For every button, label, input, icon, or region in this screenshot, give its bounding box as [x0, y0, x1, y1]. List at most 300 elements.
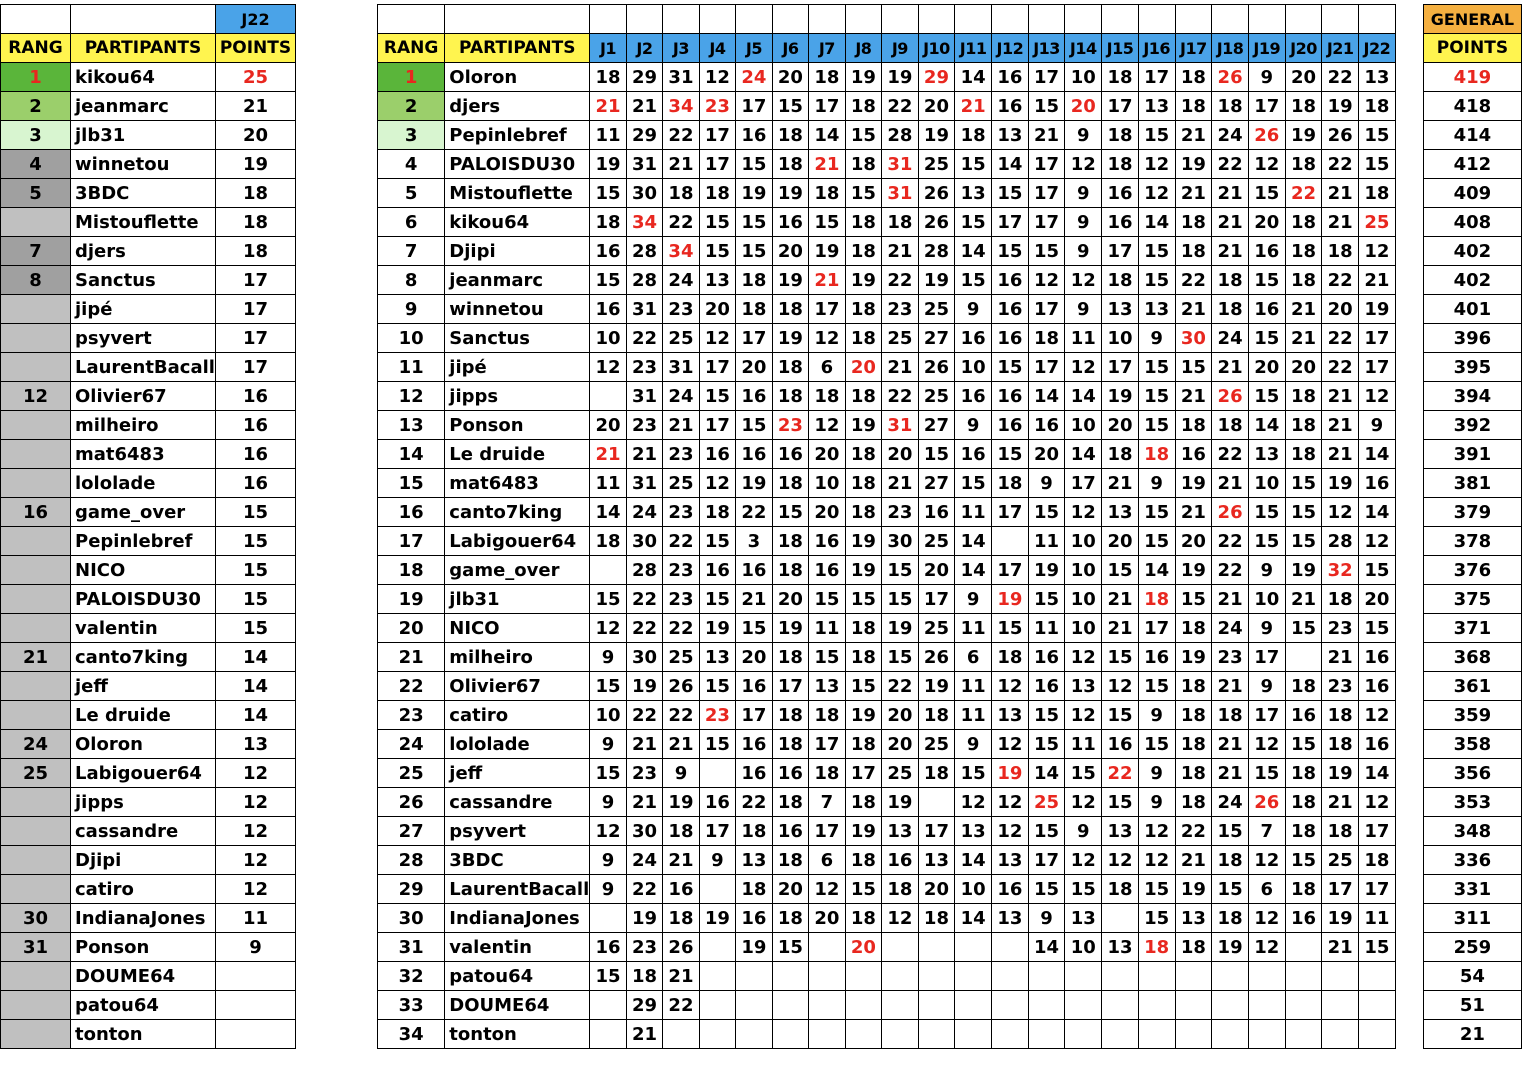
table-row	[378, 353, 1522, 382]
score-cell: 18	[663, 904, 699, 933]
score-cell: 21	[1028, 121, 1065, 150]
score-cell	[1175, 962, 1212, 991]
score-cell: 19	[882, 63, 918, 92]
score-cell: 19	[1028, 556, 1065, 585]
rank-cell: 1	[378, 63, 445, 92]
score-cell	[992, 1020, 1029, 1049]
score-cell: 18	[845, 92, 881, 121]
score-cell: 30	[626, 527, 662, 556]
score-cell: 15	[1359, 933, 1396, 962]
score-cell	[809, 962, 845, 991]
spacer-cell	[1395, 730, 1423, 759]
score-cell: 13	[699, 266, 735, 295]
total-points-cell: 408	[1423, 208, 1521, 237]
total-points-cell: 394	[1423, 382, 1521, 411]
score-cell: 15	[1065, 875, 1102, 904]
score-cell: 18	[1285, 440, 1322, 469]
score-cell: 17	[1028, 846, 1065, 875]
participant-name: patou64	[71, 991, 216, 1020]
score-cell: 19	[845, 527, 881, 556]
score-cell: 17	[1028, 179, 1065, 208]
score-cell: 22	[626, 324, 662, 353]
empty-cell	[1138, 5, 1175, 34]
table-row	[378, 440, 1522, 469]
score-cell: 15	[1359, 556, 1396, 585]
score-cell: 24	[663, 382, 699, 411]
score-cell: 12	[1065, 266, 1102, 295]
score-cell: 25	[1322, 846, 1359, 875]
score-cell: 15	[1102, 643, 1139, 672]
score-cell: 15	[1138, 527, 1175, 556]
score-cell: 16	[772, 759, 808, 788]
score-cell: 18	[882, 208, 918, 237]
score-cell: 19	[845, 266, 881, 295]
score-cell: 10	[955, 875, 992, 904]
score-cell: 15	[1138, 411, 1175, 440]
score-cell: 16	[1248, 295, 1285, 324]
points-cell: 19	[215, 150, 295, 179]
score-cell	[736, 962, 772, 991]
score-cell: 15	[590, 962, 626, 991]
score-cell	[845, 962, 881, 991]
rank-cell	[1, 353, 71, 382]
table-row	[378, 382, 1522, 411]
score-cell: 18	[845, 469, 881, 498]
score-cell: 9	[1138, 324, 1175, 353]
spacer-cell	[1395, 875, 1423, 904]
score-cell: 17	[699, 121, 735, 150]
score-cell: 18	[1285, 92, 1322, 121]
score-cell: 21	[663, 730, 699, 759]
score-cell: 20	[1248, 208, 1285, 237]
participant-name: DOUME64	[71, 962, 216, 991]
score-cell: 18	[663, 817, 699, 846]
score-cell: 15	[1248, 759, 1285, 788]
participant-name: jipps	[71, 788, 216, 817]
table-row	[1, 121, 296, 150]
score-cell: 16	[1285, 904, 1322, 933]
table-row	[378, 672, 1522, 701]
score-cell: 16	[1102, 730, 1139, 759]
score-cell: 21	[663, 150, 699, 179]
participant-name: Labigouer64	[445, 527, 590, 556]
score-cell: 18	[1285, 382, 1322, 411]
score-cell: 16	[1028, 672, 1065, 701]
points-cell: 16	[215, 411, 295, 440]
score-cell: 21	[626, 92, 662, 121]
score-cell	[1359, 991, 1396, 1020]
total-points-cell: 402	[1423, 237, 1521, 266]
score-cell: 16	[699, 788, 735, 817]
empty-cell	[955, 5, 992, 34]
score-cell: 15	[1248, 179, 1285, 208]
participant-name: kikou64	[445, 208, 590, 237]
score-cell: 18	[736, 817, 772, 846]
points-cell: 15	[215, 614, 295, 643]
score-cell: 17	[772, 672, 808, 701]
score-cell	[1359, 1020, 1396, 1049]
spacer-cell	[1395, 846, 1423, 875]
table-row	[378, 904, 1522, 933]
score-cell: 18	[1175, 237, 1212, 266]
score-cell: 15	[1065, 759, 1102, 788]
score-cell: 18	[1212, 904, 1249, 933]
score-cell	[1175, 1020, 1212, 1049]
score-cell: 19	[772, 179, 808, 208]
spacer-cell	[1395, 498, 1423, 527]
score-cell: 22	[882, 672, 918, 701]
score-cell: 19	[845, 411, 881, 440]
score-cell: 15	[1102, 556, 1139, 585]
score-cell: 17	[809, 817, 845, 846]
total-points-cell: 391	[1423, 440, 1521, 469]
score-cell: 18	[1212, 411, 1249, 440]
total-points-cell: 259	[1423, 933, 1521, 962]
score-cell: 23	[1212, 643, 1249, 672]
rank-cell: 28	[378, 846, 445, 875]
score-cell: 18	[1102, 440, 1139, 469]
score-cell: 15	[1248, 324, 1285, 353]
points-cell: 9	[215, 933, 295, 962]
score-cell: 15	[1138, 904, 1175, 933]
score-cell: 14	[1028, 382, 1065, 411]
score-cell: 28	[882, 121, 918, 150]
score-cell: 28	[626, 266, 662, 295]
score-cell: 10	[1065, 556, 1102, 585]
score-cell: 17	[918, 817, 955, 846]
points-cell: 11	[215, 904, 295, 933]
score-cell: 15	[1028, 237, 1065, 266]
score-cell: 18	[845, 614, 881, 643]
participant-name: djers	[445, 92, 590, 121]
score-cell	[590, 382, 626, 411]
score-cell: 18	[1322, 701, 1359, 730]
score-cell: 13	[699, 643, 735, 672]
score-cell: 20	[1065, 92, 1102, 121]
score-cell: 15	[1175, 585, 1212, 614]
score-cell: 12	[1138, 150, 1175, 179]
score-cell: 15	[590, 266, 626, 295]
participant-name: tonton	[71, 1020, 216, 1049]
score-cell: 30	[1175, 324, 1212, 353]
table-row	[378, 614, 1522, 643]
score-cell: 15	[1138, 672, 1175, 701]
score-cell: 17	[1065, 469, 1102, 498]
score-cell: 18	[992, 643, 1029, 672]
score-cell: 15	[1212, 875, 1249, 904]
score-cell: 12	[1359, 527, 1396, 556]
score-cell: 15	[845, 585, 881, 614]
day-label: J22	[215, 5, 295, 34]
spacer-cell	[1395, 469, 1423, 498]
score-cell: 13	[992, 904, 1029, 933]
participant-name: LaurentBacall	[71, 353, 216, 382]
score-cell: 18	[1212, 295, 1249, 324]
score-cell	[699, 1020, 735, 1049]
score-cell: 25	[1359, 208, 1396, 237]
spacer-cell	[1395, 672, 1423, 701]
score-cell: 12	[1065, 498, 1102, 527]
score-cell: 15	[918, 440, 955, 469]
score-cell: 13	[955, 817, 992, 846]
score-cell: 22	[1322, 324, 1359, 353]
table-row	[1, 643, 296, 672]
points-cell: 17	[215, 353, 295, 382]
score-cell: 15	[1285, 730, 1322, 759]
score-cell: 21	[1102, 614, 1139, 643]
spacer-cell	[1395, 34, 1423, 63]
score-cell: 11	[1028, 614, 1065, 643]
score-cell: 11	[1028, 527, 1065, 556]
score-cell: 16	[1359, 643, 1396, 672]
score-cell	[1212, 1020, 1249, 1049]
score-cell: 21	[1212, 730, 1249, 759]
score-cell: 17	[809, 295, 845, 324]
score-cell: 12	[1248, 933, 1285, 962]
score-cell: 23	[626, 933, 662, 962]
total-points-cell: 379	[1423, 498, 1521, 527]
score-cell	[918, 962, 955, 991]
score-cell: 19	[663, 788, 699, 817]
score-cell: 9	[590, 875, 626, 904]
score-cell: 20	[772, 63, 808, 92]
participant-name: Oloron	[445, 63, 590, 92]
score-cell: 12	[1359, 382, 1396, 411]
score-cell: 22	[1322, 353, 1359, 382]
score-cell: 11	[1359, 904, 1396, 933]
points-cell	[215, 1020, 295, 1049]
score-cell: 9	[1248, 556, 1285, 585]
score-cell: 14	[1138, 556, 1175, 585]
score-cell: 23	[663, 498, 699, 527]
rank-cell: 29	[378, 875, 445, 904]
score-cell: 18	[1175, 63, 1212, 92]
score-cell: 21	[882, 469, 918, 498]
score-cell: 15	[809, 208, 845, 237]
total-points-cell: 409	[1423, 179, 1521, 208]
participant-name: tonton	[445, 1020, 590, 1049]
points-cell: 14	[215, 643, 295, 672]
rank-cell: 12	[378, 382, 445, 411]
score-cell: 22	[1212, 556, 1249, 585]
score-cell: 18	[1322, 730, 1359, 759]
total-points-cell: 395	[1423, 353, 1521, 382]
empty-cell	[882, 5, 918, 34]
participant-name: mat6483	[71, 440, 216, 469]
score-cell: 22	[626, 614, 662, 643]
score-cell: 9	[1065, 817, 1102, 846]
table-row	[1, 353, 296, 382]
score-cell: 25	[663, 324, 699, 353]
score-cell: 27	[918, 469, 955, 498]
score-cell: 18	[772, 150, 808, 179]
score-cell: 14	[590, 498, 626, 527]
score-cell: 21	[1322, 411, 1359, 440]
score-cell: 10	[1065, 411, 1102, 440]
rank-cell: 33	[378, 991, 445, 1020]
score-cell: 15	[736, 411, 772, 440]
score-cell: 19	[992, 585, 1029, 614]
score-cell: 15	[1359, 121, 1396, 150]
table-row	[1, 759, 296, 788]
score-cell	[1065, 962, 1102, 991]
total-points-cell: 51	[1423, 991, 1521, 1020]
participant-name: jeanmarc	[71, 92, 216, 121]
score-cell: 15	[992, 614, 1029, 643]
score-cell: 20	[809, 440, 845, 469]
score-cell: 18	[1175, 411, 1212, 440]
score-cell: 19	[772, 324, 808, 353]
total-points-cell: 336	[1423, 846, 1521, 875]
score-cell: 19	[918, 266, 955, 295]
score-cell: 15	[699, 730, 735, 759]
score-cell: 21	[1212, 759, 1249, 788]
score-cell: 12	[590, 817, 626, 846]
rank-cell: 14	[378, 440, 445, 469]
score-cell: 22	[663, 701, 699, 730]
empty-cell	[1175, 5, 1212, 34]
score-cell: 18	[772, 730, 808, 759]
score-cell: 14	[1065, 440, 1102, 469]
score-cell: 18	[1175, 614, 1212, 643]
rank-cell: 7	[1, 237, 71, 266]
score-cell: 16	[1028, 411, 1065, 440]
score-cell	[699, 991, 735, 1020]
score-cell: 15	[1248, 527, 1285, 556]
score-cell: 31	[882, 150, 918, 179]
total-points-cell: 381	[1423, 469, 1521, 498]
score-cell	[809, 933, 845, 962]
score-cell: 22	[1212, 150, 1249, 179]
spacer-cell	[1395, 382, 1423, 411]
score-cell: 19	[845, 817, 881, 846]
score-cell	[955, 962, 992, 991]
score-cell	[1102, 991, 1139, 1020]
score-cell: 19	[845, 63, 881, 92]
score-cell: 16	[955, 440, 992, 469]
score-cell: 9	[590, 643, 626, 672]
score-cell: 12	[1138, 846, 1175, 875]
score-cell: 22	[626, 875, 662, 904]
score-cell: 9	[663, 759, 699, 788]
score-cell: 19	[1322, 759, 1359, 788]
total-points-cell: 358	[1423, 730, 1521, 759]
empty-cell	[992, 5, 1029, 34]
score-cell: 21	[1175, 846, 1212, 875]
score-cell: 9	[1065, 121, 1102, 150]
spacer-cell	[1395, 614, 1423, 643]
score-cell: 21	[1322, 179, 1359, 208]
score-cell: 15	[809, 643, 845, 672]
score-cell: 16	[1248, 237, 1285, 266]
rank-header: RANG	[1, 34, 71, 63]
spacer-cell	[1395, 237, 1423, 266]
table-row	[378, 179, 1522, 208]
score-cell: 18	[1285, 875, 1322, 904]
rank-cell	[1, 440, 71, 469]
score-cell: 15	[1359, 614, 1396, 643]
participant-name: Olivier67	[445, 672, 590, 701]
rank-cell: 6	[378, 208, 445, 237]
points-cell: 16	[215, 469, 295, 498]
score-cell: 21	[626, 440, 662, 469]
participant-name: Ponson	[445, 411, 590, 440]
score-cell: 22	[1322, 266, 1359, 295]
score-cell: 16	[955, 324, 992, 353]
empty-cell	[1285, 5, 1322, 34]
score-cell: 15	[1028, 875, 1065, 904]
day-header: J18	[1212, 34, 1249, 63]
score-cell: 18	[699, 498, 735, 527]
score-cell	[955, 991, 992, 1020]
score-cell	[1285, 643, 1322, 672]
score-cell: 18	[845, 846, 881, 875]
rank-cell: 18	[378, 556, 445, 585]
rank-cell	[1, 208, 71, 237]
participant-name: jipps	[445, 382, 590, 411]
score-cell: 17	[1359, 875, 1396, 904]
score-cell	[1359, 962, 1396, 991]
score-cell: 12	[1065, 643, 1102, 672]
day-header: J17	[1175, 34, 1212, 63]
score-cell: 20	[772, 875, 808, 904]
score-cell: 17	[1028, 208, 1065, 237]
score-cell: 25	[918, 527, 955, 556]
score-cell: 21	[663, 962, 699, 991]
score-cell: 15	[736, 208, 772, 237]
score-cell: 34	[663, 237, 699, 266]
score-cell: 11	[955, 701, 992, 730]
spacer-cell	[1395, 295, 1423, 324]
score-cell: 13	[1138, 92, 1175, 121]
score-cell: 13	[1102, 498, 1139, 527]
score-cell: 12	[1248, 846, 1285, 875]
score-cell: 13	[1102, 295, 1139, 324]
score-cell: 13	[992, 846, 1029, 875]
score-cell: 25	[918, 382, 955, 411]
score-cell	[1285, 962, 1322, 991]
score-cell: 21	[882, 353, 918, 382]
rank-cell: 2	[1, 92, 71, 121]
table-row	[378, 498, 1522, 527]
score-cell	[736, 1020, 772, 1049]
score-cell: 11	[809, 614, 845, 643]
rank-cell	[1, 1020, 71, 1049]
score-cell: 34	[663, 92, 699, 121]
points-cell: 25	[215, 63, 295, 92]
score-cell: 16	[736, 121, 772, 150]
score-cell: 19	[736, 179, 772, 208]
score-cell: 16	[736, 759, 772, 788]
spacer-cell	[1395, 353, 1423, 382]
score-cell: 18	[809, 759, 845, 788]
score-cell	[882, 962, 918, 991]
score-cell: 23	[626, 353, 662, 382]
points-cell: 15	[215, 556, 295, 585]
score-cell: 20	[1285, 63, 1322, 92]
score-cell: 12	[809, 324, 845, 353]
score-cell: 21	[1175, 382, 1212, 411]
score-cell: 18	[1138, 933, 1175, 962]
total-points-cell: 396	[1423, 324, 1521, 353]
score-cell: 21	[1212, 585, 1249, 614]
empty-cell	[1065, 5, 1102, 34]
score-cell: 17	[1248, 92, 1285, 121]
score-cell: 15	[955, 150, 992, 179]
participant-name: jlb31	[445, 585, 590, 614]
participants-header: PARTIPANTS	[445, 34, 590, 63]
score-cell	[882, 933, 918, 962]
